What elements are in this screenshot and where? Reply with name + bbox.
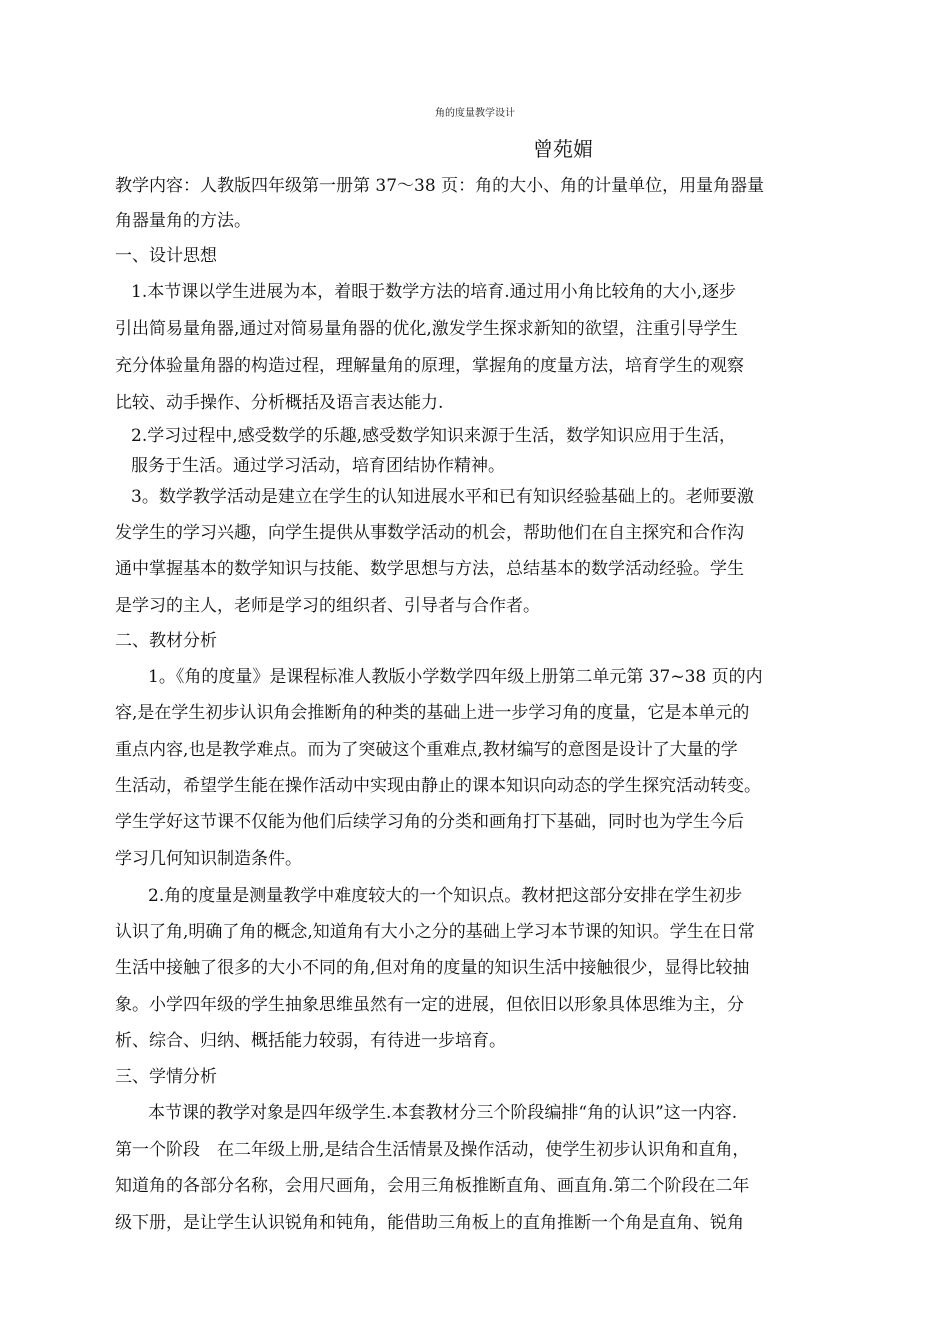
- paragraph-line: 本节课的教学对象是四年级学生.本套教材分三个阶段编排“角的认识”这一内容.: [148, 1103, 738, 1123]
- paragraph-line: 学生学好这节课不仅能为他们后续学习角的分类和画角打下基础，同时也为学生今后: [115, 812, 744, 832]
- paragraph-line: 级下册，是让学生认识锐角和钝角，能借助三角板上的直角推断一个角是直角、锐角: [115, 1213, 744, 1233]
- paragraph-line: 容,是在学生初步认识角会推断角的种类的基础上进一步学习角的度量，它是本单元的: [115, 703, 750, 723]
- section-heading: 三、学情分析: [115, 1067, 217, 1087]
- paragraph-line: 2.角的度量是测量教学中难度较大的一个知识点。教材把这部分安排在学生初步: [148, 886, 743, 906]
- paragraph-line: 引出简易量角器,通过对简易量角器的优化,激发学生探求新知的欲望，注重引导学生: [115, 319, 738, 339]
- paragraph-line: 服务于生活。通过学习活动，培育团结协作精神。: [131, 456, 505, 476]
- paragraph-line: 角器量角的方法。: [115, 211, 251, 231]
- paragraph-line: 教学内容：人教版四年级第一册第 37～38 页：角的大小、角的计量单位，用量角器量: [115, 176, 765, 196]
- paragraph-line: 生活动，希望学生能在操作活动中实现由静止的课本知识向动态的学生探究活动转变。: [115, 776, 761, 796]
- paragraph-line: 通中掌握基本的数学知识与技能、数学思想与方法，总结基本的数学活动经验。学生: [115, 559, 744, 579]
- paragraph-line: 发学生的学习兴趣，向学生提供从事数学活动的机会，帮助他们在自主探究和合作沟: [115, 523, 744, 543]
- document-author: 曾苑媚: [533, 137, 593, 161]
- paragraph-line: 3。数学教学活动是建立在学生的认知进展水平和已有知识经验基础上的。老师要激: [131, 487, 754, 507]
- document-title: 角的度量教学设计: [435, 108, 515, 119]
- paragraph-line: 重点内容,也是教学难点。而为了突破这个重难点,教材编写的意图是设计了大量的学: [115, 740, 738, 760]
- paragraph-line: 是学习的主人，老师是学习的组织者、引导者与合作者。: [115, 596, 540, 616]
- paragraph-line: 象。小学四年级的学生抽象思维虽然有一定的进展，但依旧以形象具体思维为主，分: [115, 995, 744, 1015]
- paragraph-line: 析、综合、归纳、概括能力较弱，有待进一步培育。: [115, 1031, 506, 1051]
- section-heading: 一、设计思想: [115, 246, 217, 266]
- paragraph-line: 知道角的各部分名称，会用尺画角，会用三角板推断直角、画直角.第二个阶段在二年: [115, 1176, 750, 1196]
- paragraph-line: 1.本节课以学生进展为本，着眼于数学方法的培育.通过用小角比较角的大小,逐步: [131, 282, 737, 302]
- paragraph-line: 1。《角的度量》是课程标准人教版小学数学四年级上册第二单元第 37~38 页的内: [148, 667, 763, 687]
- paragraph-line: 学习几何知识制造条件。: [115, 849, 302, 869]
- paragraph-line: 生活中接触了很多的大小不同的角,但对角的度量的知识生活中接触很少，显得比较抽: [115, 958, 750, 978]
- paragraph-line: 2.学习过程中,感受数学的乐趣,感受数学知识来源于生活，数学知识应用于生活，: [131, 426, 737, 446]
- paragraph-line: 比较、动手操作、分析概括及语言表达能力.: [115, 393, 444, 413]
- paragraph-line: 第一个阶段 在二年级上册,是结合生活情景及操作活动，使学生初步认识角和直角，: [115, 1140, 750, 1160]
- section-heading: 二、教材分析: [115, 631, 217, 651]
- paragraph-line: 认识了角,明确了角的概念,知道角有大小之分的基础上学习本节课的知识。学生在日常: [115, 922, 755, 942]
- paragraph-line: 充分体验量角器的构造过程，理解量角的原理，掌握角的度量方法，培育学生的观察: [115, 356, 744, 376]
